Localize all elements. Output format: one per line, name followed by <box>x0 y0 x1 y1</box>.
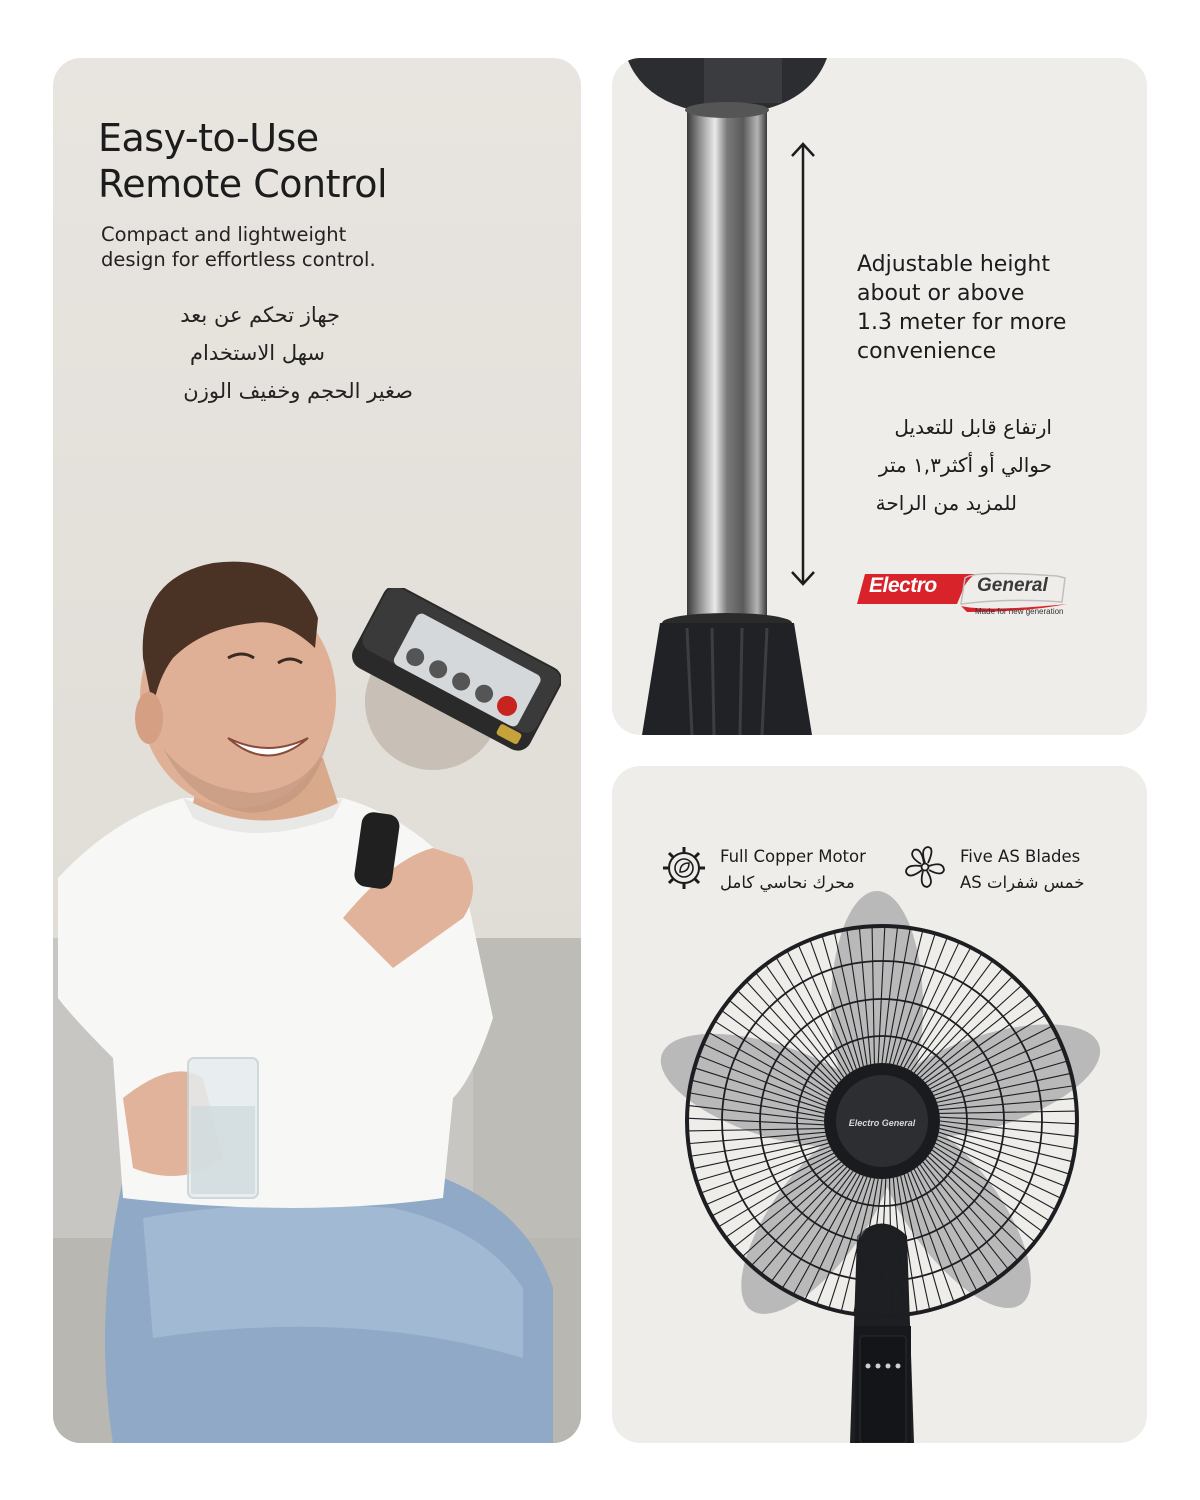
feature-copper-motor-ar: محرك نحاسي كامل <box>720 873 855 892</box>
electro-general-logo <box>857 572 1079 620</box>
subtitle-line-2: design for effortless control. <box>101 248 376 271</box>
stand-fan-image <box>612 766 1147 1443</box>
feature-five-blades-ar: خمس شفرات AS <box>960 873 1085 892</box>
height-ar-line-1: ارتفاع قابل للتعديل <box>894 415 1052 439</box>
feature-copper-motor-en: Full Copper Motor <box>720 847 866 866</box>
fan-pole-image <box>612 58 1147 735</box>
height-english-text <box>857 250 1066 366</box>
height-ar-line-2: حوالي أو أكثر١,٣ متر <box>878 453 1052 477</box>
logo-brand-part1: Electro <box>869 574 937 597</box>
height-line-2: about or above <box>857 281 1025 306</box>
fan-features-card <box>612 766 1147 1443</box>
arabic-line-3: صغير الحجم وخفيف الوزن <box>183 379 413 403</box>
arabic-description <box>155 296 413 410</box>
title-line-1: Easy-to-Use <box>98 116 319 160</box>
subtitle <box>101 222 376 272</box>
adjustable-height-card <box>612 58 1147 735</box>
grill-spoke <box>690 1136 826 1156</box>
feature-five-blades-en: Five AS Blades <box>960 847 1081 866</box>
height-line-1: Adjustable height <box>857 252 1050 277</box>
height-arrow-icon <box>788 140 818 590</box>
page-title <box>98 115 387 207</box>
height-arabic-text <box>857 408 1052 522</box>
arabic-line-2: سهل الاستخدام <box>189 341 325 365</box>
height-ar-line-3: للمزيد من الراحة <box>875 491 1017 515</box>
subtitle-line-1: Compact and lightweight <box>101 223 347 246</box>
remote-control-image <box>331 588 561 768</box>
logo-tagline: Made for new generation <box>975 607 1064 616</box>
height-line-3: 1.3 meter for more <box>857 310 1067 335</box>
title-line-2: Remote Control <box>98 162 388 206</box>
logo-brand-part2: General <box>977 575 1048 596</box>
height-line-4: convenience <box>857 339 997 364</box>
fan-hub-logo: Electro General <box>848 1118 916 1128</box>
arabic-line-1: جهاز تحكم عن بعد <box>180 303 340 327</box>
